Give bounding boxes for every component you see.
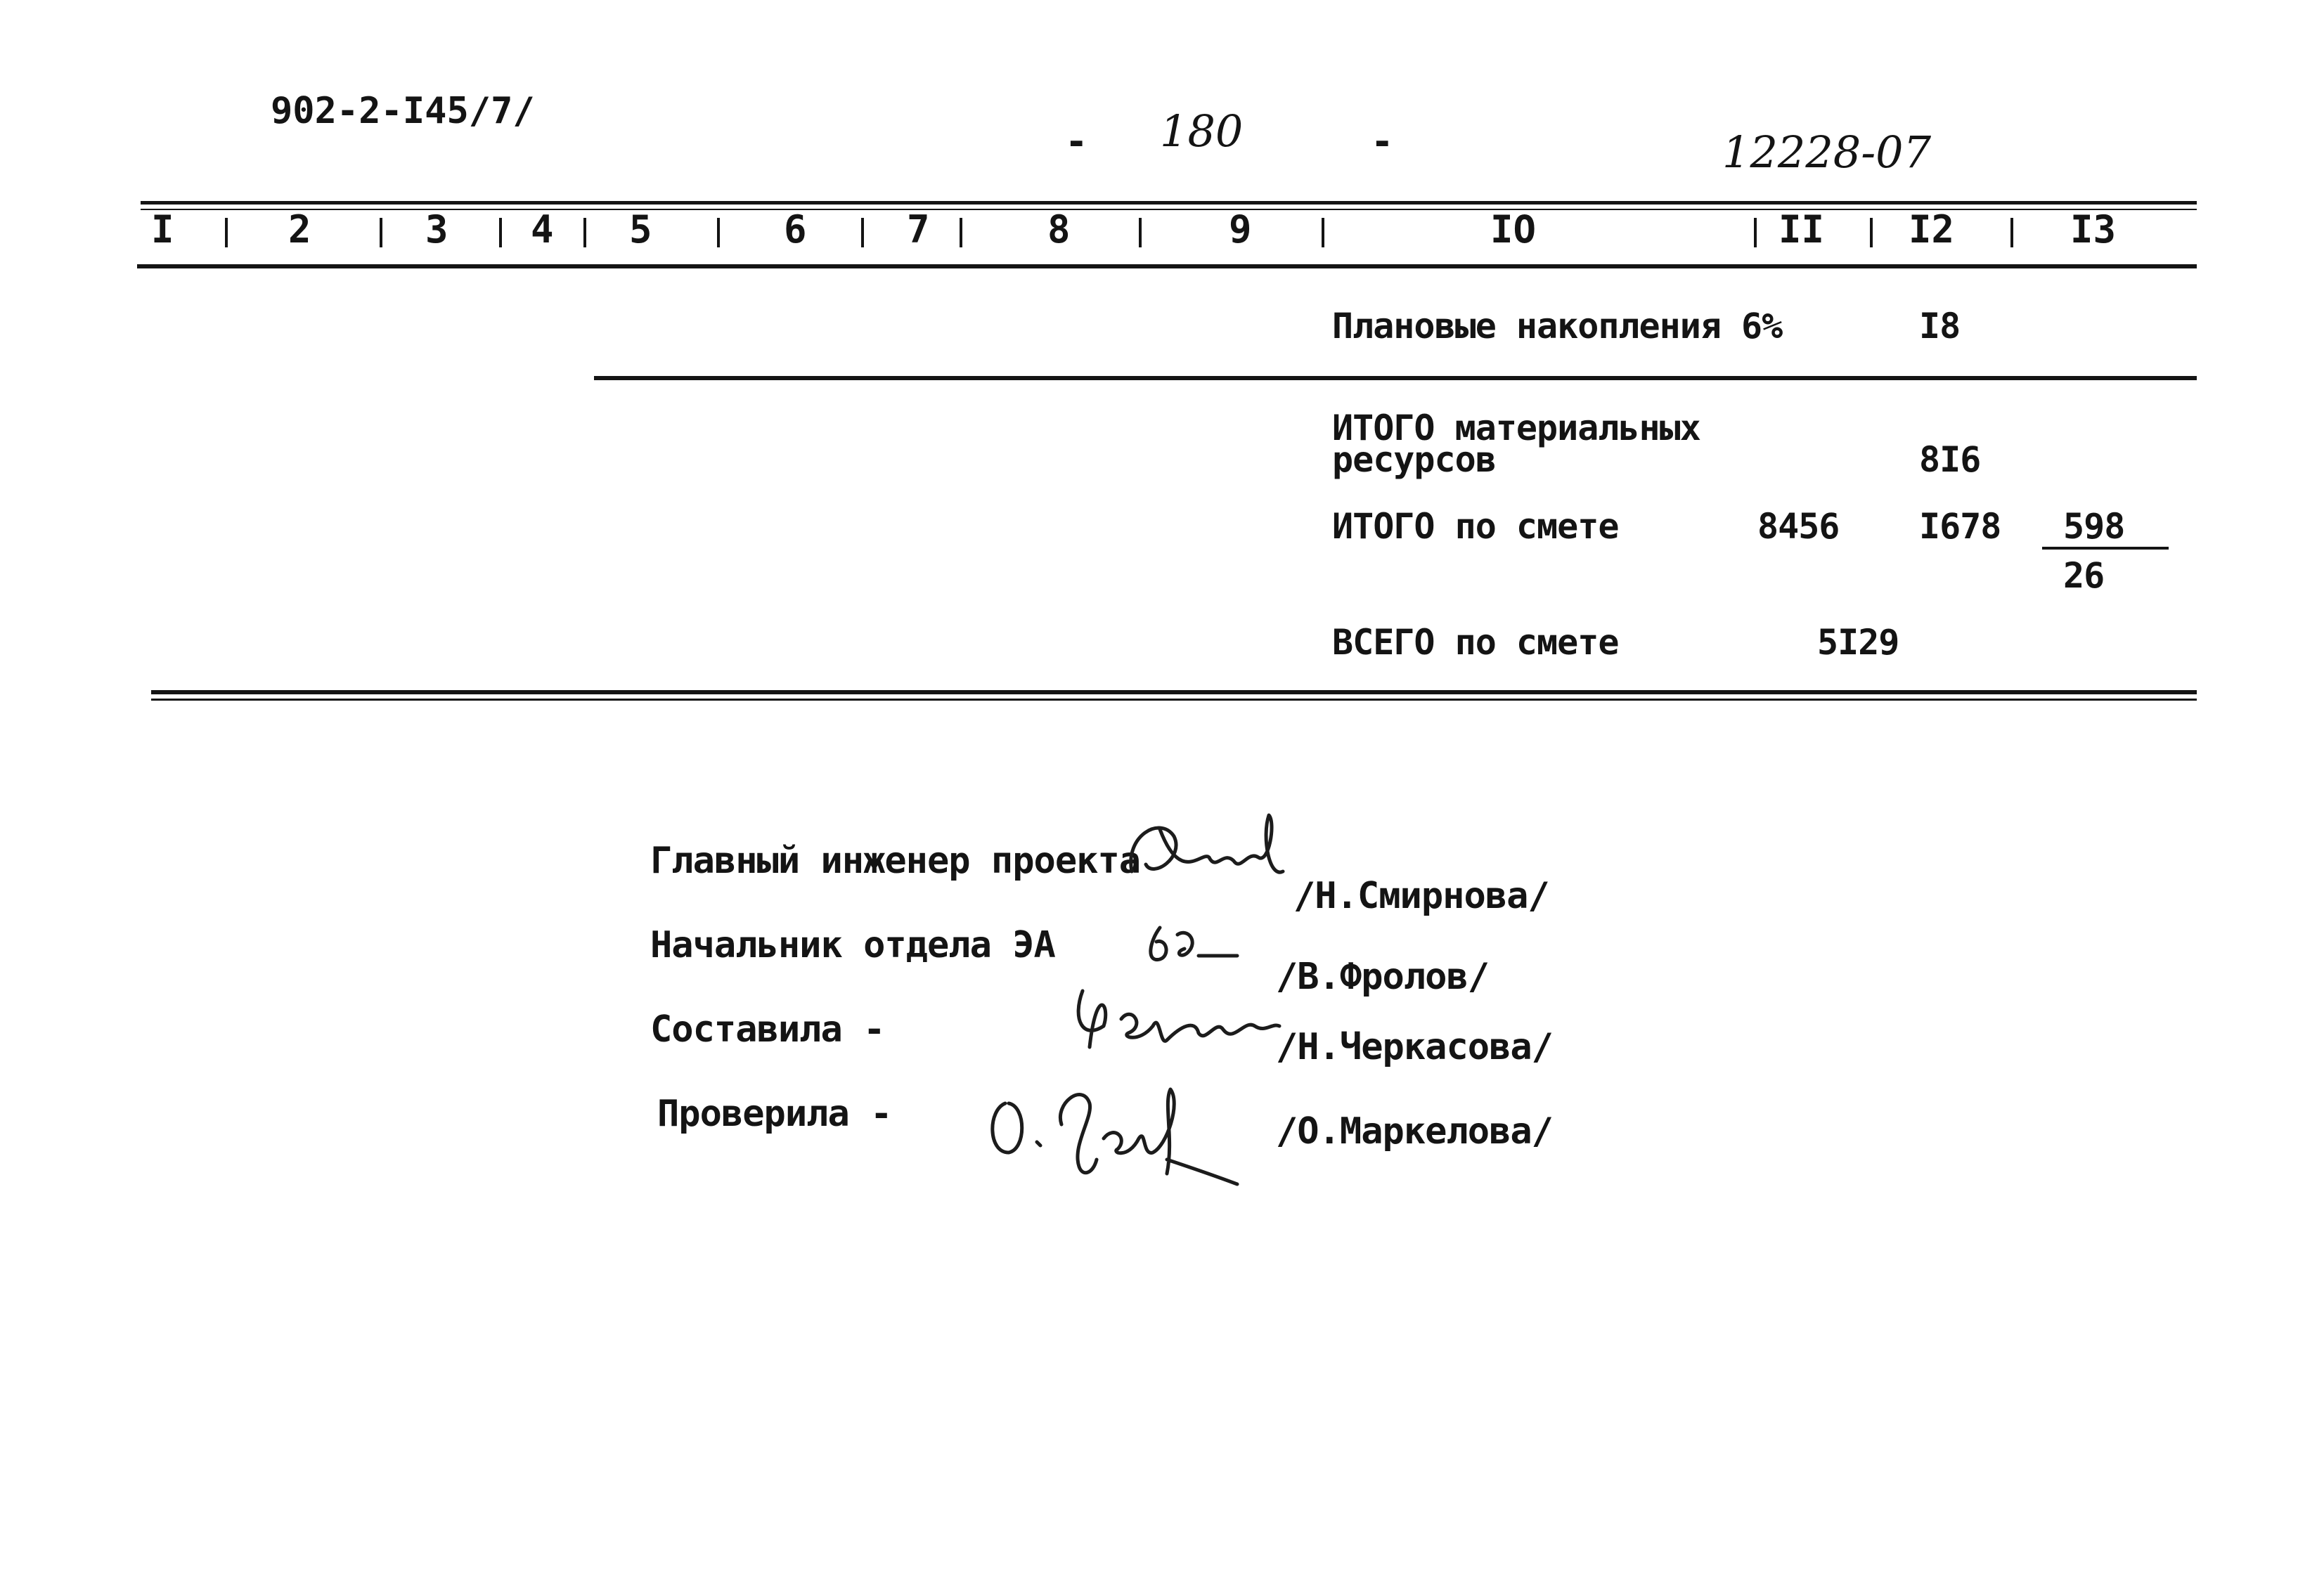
row-estimate-total-col13-bottom: 26 <box>2063 555 2105 596</box>
sheet-reference: 12228-07 <box>1722 126 1932 178</box>
column-separator <box>861 218 864 247</box>
column-header-7: 7 <box>907 207 930 252</box>
row-estimate-total-label: ИТОГО по смете <box>1332 506 1619 547</box>
row-estimate-total-col13-top: 598 <box>2063 506 2125 547</box>
column-header-9: 9 <box>1229 207 1252 252</box>
column-header-12: I2 <box>1909 207 1955 252</box>
column-header-11: II <box>1778 207 1825 252</box>
column-header-2: 2 <box>288 207 311 252</box>
column-separator <box>717 218 720 247</box>
column-separator <box>499 218 502 247</box>
signature-name-compiled-by: /Н.Черкасова/ <box>1276 1026 1553 1068</box>
column-separator <box>2010 218 2013 247</box>
signature-role-compiled-by: Составила - <box>650 1008 885 1051</box>
column-header-6: 6 <box>784 207 807 252</box>
fraction-bar <box>2042 547 2169 550</box>
column-separator <box>1139 218 1142 247</box>
row-estimate-total-col11: 8456 <box>1757 506 1840 547</box>
signature-role-department-head: Начальник отдела ЭА <box>650 924 1055 966</box>
table-top-rule-thin <box>141 209 2197 210</box>
signature-name-department-head: /В.Фролов/ <box>1276 956 1490 998</box>
column-separator <box>583 218 586 247</box>
row-planned-savings-value: I8 <box>1919 306 1961 346</box>
column-header-13: I3 <box>2070 207 2117 252</box>
document-code: 902-2-I45/7/ <box>271 90 535 132</box>
signature-mark-checked-by <box>977 1061 1265 1195</box>
signature-mark-department-head <box>1139 921 1244 977</box>
header-dash-left: - <box>1065 119 1088 164</box>
row-estimate-total-col12: I678 <box>1919 506 2001 547</box>
table-bottom-rule <box>151 690 2197 694</box>
signature-name-checked-by: /О.Маркелова/ <box>1276 1110 1553 1153</box>
row-material-total-value: 8I6 <box>1919 439 1981 480</box>
column-separator <box>225 218 228 247</box>
signature-name-chief-engineer: /Н.Смирнова/ <box>1293 875 1549 917</box>
table-top-rule <box>141 201 2197 205</box>
header-dash-right: - <box>1371 119 1394 164</box>
column-header-1: I <box>151 207 174 252</box>
column-separator <box>960 218 962 247</box>
row-divider-rule <box>594 376 2197 380</box>
row-material-total-label-2: ресурсов <box>1332 439 1496 480</box>
signature-role-checked-by: Проверила - <box>657 1093 892 1135</box>
row-planned-savings-label: Плановые накопления 6% <box>1332 306 1783 346</box>
signature-role-chief-engineer: Главный инженер проекта <box>650 840 1141 882</box>
row-material-total-label-1: ИТОГО материальных <box>1332 408 1700 448</box>
column-header-8: 8 <box>1047 207 1071 252</box>
column-separator <box>1870 218 1873 247</box>
row-grand-total-value: 5I29 <box>1817 622 1899 663</box>
signature-mark-compiled-by <box>1054 977 1286 1075</box>
signature-mark-chief-engineer <box>1118 808 1300 907</box>
column-header-4: 4 <box>531 207 554 252</box>
column-separator <box>1322 218 1324 247</box>
header-bottom-rule <box>137 264 2197 268</box>
column-header-10: IO <box>1490 207 1537 252</box>
column-separator <box>380 218 382 247</box>
column-header-3: 3 <box>425 207 448 252</box>
column-separator <box>1754 218 1757 247</box>
column-header-5: 5 <box>629 207 652 252</box>
row-grand-total-label: ВСЕГО по смете <box>1332 622 1619 663</box>
table-bottom-rule-thin <box>151 699 2197 701</box>
page-number: 180 <box>1160 105 1244 157</box>
